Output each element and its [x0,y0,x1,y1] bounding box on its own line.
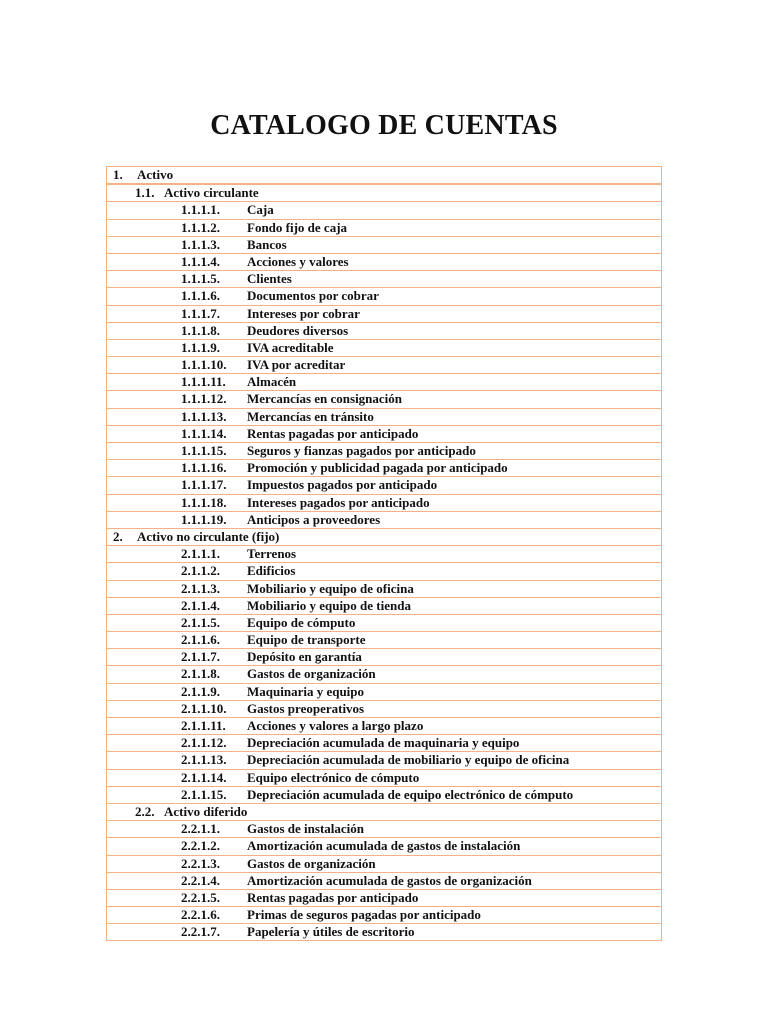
account-name: Edificios [247,563,296,579]
catalog-row-level-3 [106,202,662,219]
account-name: Activo diferido [164,803,248,819]
account-number: 1.1.1.6. [181,288,220,304]
account-number: 2.1.1.14. [181,769,227,785]
catalog-row-level-3 [106,443,662,460]
account-name: Terrenos [247,546,297,562]
account-number: 1.1.1.11. [181,374,226,390]
account-number: 1.1.1.1. [181,202,220,218]
account-name: Anticipos a proveedores [247,511,381,527]
catalog-row-level-3 [106,598,662,615]
catalog-row-level-3 [106,718,662,735]
account-number: 2.1.1.11. [181,718,226,733]
account-number: 2. [113,528,123,544]
account-name: Seguros y fianzas pagados por anticipado [247,443,476,458]
catalog-row-level-3 [106,477,662,494]
catalog-row-level-3 [106,924,662,941]
account-number: 2.1.1.5. [181,614,220,630]
account-number: 1.1.1.7. [181,305,220,321]
account-name: Maquinaria y equipo [247,683,365,699]
catalog-row-level-3 [106,512,662,529]
catalog-row-level-3 [106,563,662,580]
account-name: Depreciación acumulada de equipo electrónico de cómputo [247,786,574,802]
account-number: 2.1.1.15. [181,786,227,802]
catalog-row-level-3 [106,907,662,924]
catalog-row-level-3 [106,581,662,598]
catalog-row-level-3 [106,787,662,804]
account-number: 2.2.1.1. [181,821,220,837]
account-number: 1.1.1.12. [181,391,227,407]
account-name: Activo [137,167,174,182]
account-name: Equipo de cómputo [247,614,356,630]
account-number: 1.1.1.4. [181,253,220,269]
catalog-row-level-3 [106,391,662,408]
account-name: Gastos de organización [247,855,376,871]
page-title: CATALOGO DE CUENTAS [210,109,558,141]
catalog-row-level-3 [106,495,662,512]
account-name: Gastos de instalación [247,821,365,837]
catalog-row-level-3 [106,856,662,873]
catalog-row-level-3 [106,426,662,443]
account-number: 2.2.1.3. [181,855,220,871]
catalog-row-level-3 [106,374,662,391]
catalog-row-level-3 [106,271,662,288]
account-number: 1.1.1.10. [181,357,227,373]
account-name: Acciones y valores a largo plazo [247,718,424,733]
account-number: 2.2.1.6. [181,907,220,923]
catalog-row-level-3 [106,288,662,305]
account-name: Primas de seguros pagadas por anticipado [247,907,481,923]
catalog-row-level-3 [106,735,662,752]
account-number: 2.1.1.13. [181,752,227,768]
account-name: Almacén [247,374,297,390]
account-number: 1.1.1.5. [181,271,220,287]
account-name: Mercancías en tránsito [247,408,374,424]
account-name: Amortización acumulada de gastos de instalación [247,838,521,854]
account-number: 2.1.1.8. [181,666,220,682]
account-name: Mercancías en consignación [247,391,403,407]
catalog-row-level-3 [106,701,662,718]
catalog-row-level-3 [106,873,662,890]
catalog-row-level-3 [106,409,662,426]
catalog-row-level-3 [106,460,662,477]
account-name: Acciones y valores [247,253,349,269]
account-number: 1.1.1.18. [181,494,227,510]
account-number: 2.2.1.5. [181,889,220,905]
account-number: 1.1. [135,185,155,201]
catalog-row-level-2 [106,804,662,821]
account-name: Bancos [247,236,287,252]
catalog-row-level-3 [106,306,662,323]
account-name: Depósito en garantía [247,649,362,665]
account-number: 2.1.1.6. [181,632,220,648]
catalog-row-level-3 [106,821,662,838]
account-name: Equipo electrónico de cómputo [247,769,420,785]
account-name: Activo no circulante (fijo) [137,528,280,544]
catalog-row-level-3 [106,254,662,271]
account-name: Mobiliario y equipo de tienda [247,597,411,613]
catalog-row-level-3 [106,632,662,649]
account-number: 2.1.1.4. [181,597,220,613]
account-number: 1.1.1.2. [181,219,220,235]
account-number: 2.2.1.2. [181,838,220,854]
account-number: 1.1.1.16. [181,460,227,476]
account-name: Promoción y publicidad pagada por anticipado [247,460,508,476]
account-name: Impuestos pagados por anticipado [247,477,438,493]
account-name: Activo circulante [164,185,259,201]
catalog-row-level-3 [106,770,662,787]
account-name: Depreciación acumulada de mobiliario y equipo de oficina [247,752,570,768]
catalog-row-level-3 [106,615,662,632]
catalog-row-level-3 [106,323,662,340]
account-name: Amortización acumulada de gastos de organización [247,872,532,888]
account-name: Equipo de transporte [247,632,366,648]
catalog-row-level-1 [106,167,662,185]
catalog-row-level-3 [106,684,662,701]
account-number: 2.1.1.9. [181,683,220,699]
catalog-row-level-3 [106,357,662,374]
account-name: Intereses por cobrar [247,305,360,321]
account-number: 1.1.1.13. [181,408,227,424]
catalog-row-level-3 [106,649,662,666]
catalog-row-level-3 [106,340,662,357]
account-name: Rentas pagadas por anticipado [247,889,419,905]
account-number: 1.1.1.8. [181,322,220,338]
catalog-row-level-3 [106,752,662,769]
catalog-row-level-3 [106,890,662,907]
account-catalog-table [106,166,662,941]
catalog-row-level-3 [106,546,662,563]
account-name: Papelería y útiles de escritorio [247,924,415,940]
account-name: Documentos por cobrar [247,288,379,304]
account-name: Mobiliario y equipo de oficina [247,580,414,596]
account-name: Deudores diversos [247,322,349,338]
account-number: 1.1.1.15. [181,443,227,458]
account-name: IVA acreditable [247,339,334,355]
account-number: 1. [113,167,123,182]
account-number: 2.1.1.7. [181,649,220,665]
account-number: 2.1.1.1. [181,546,220,562]
account-number: 2.2.1.4. [181,872,220,888]
account-number: 2.1.1.12. [181,735,227,751]
account-number: 2.1.1.10. [181,700,227,716]
account-name: IVA por acreditar [247,357,346,373]
catalog-row-level-2 [106,185,662,202]
account-name: Fondo fijo de caja [247,219,348,235]
account-number: 2.2.1.7. [181,924,220,940]
catalog-row-level-3 [106,838,662,855]
account-number: 1.1.1.14. [181,425,227,441]
account-number: 1.1.1.9. [181,339,220,355]
account-number: 2.2. [135,803,155,819]
catalog-row-level-3 [106,220,662,237]
account-number: 2.1.1.2. [181,563,220,579]
account-name: Gastos preoperativos [247,700,365,716]
account-name: Intereses pagados por anticipado [247,494,430,510]
catalog-row-level-3 [106,237,662,254]
account-name: Rentas pagadas por anticipado [247,425,419,441]
account-name: Caja [247,202,274,218]
account-number: 1.1.1.17. [181,477,227,493]
account-name: Clientes [247,271,292,287]
catalog-row-level-3 [106,666,662,683]
account-number: 1.1.1.19. [181,511,227,527]
account-number: 2.1.1.3. [181,580,220,596]
catalog-row-level-1 [106,529,662,546]
account-name: Gastos de organización [247,666,376,682]
account-name: Depreciación acumulada de maquinaria y equipo [247,735,520,751]
account-number: 1.1.1.3. [181,236,220,252]
